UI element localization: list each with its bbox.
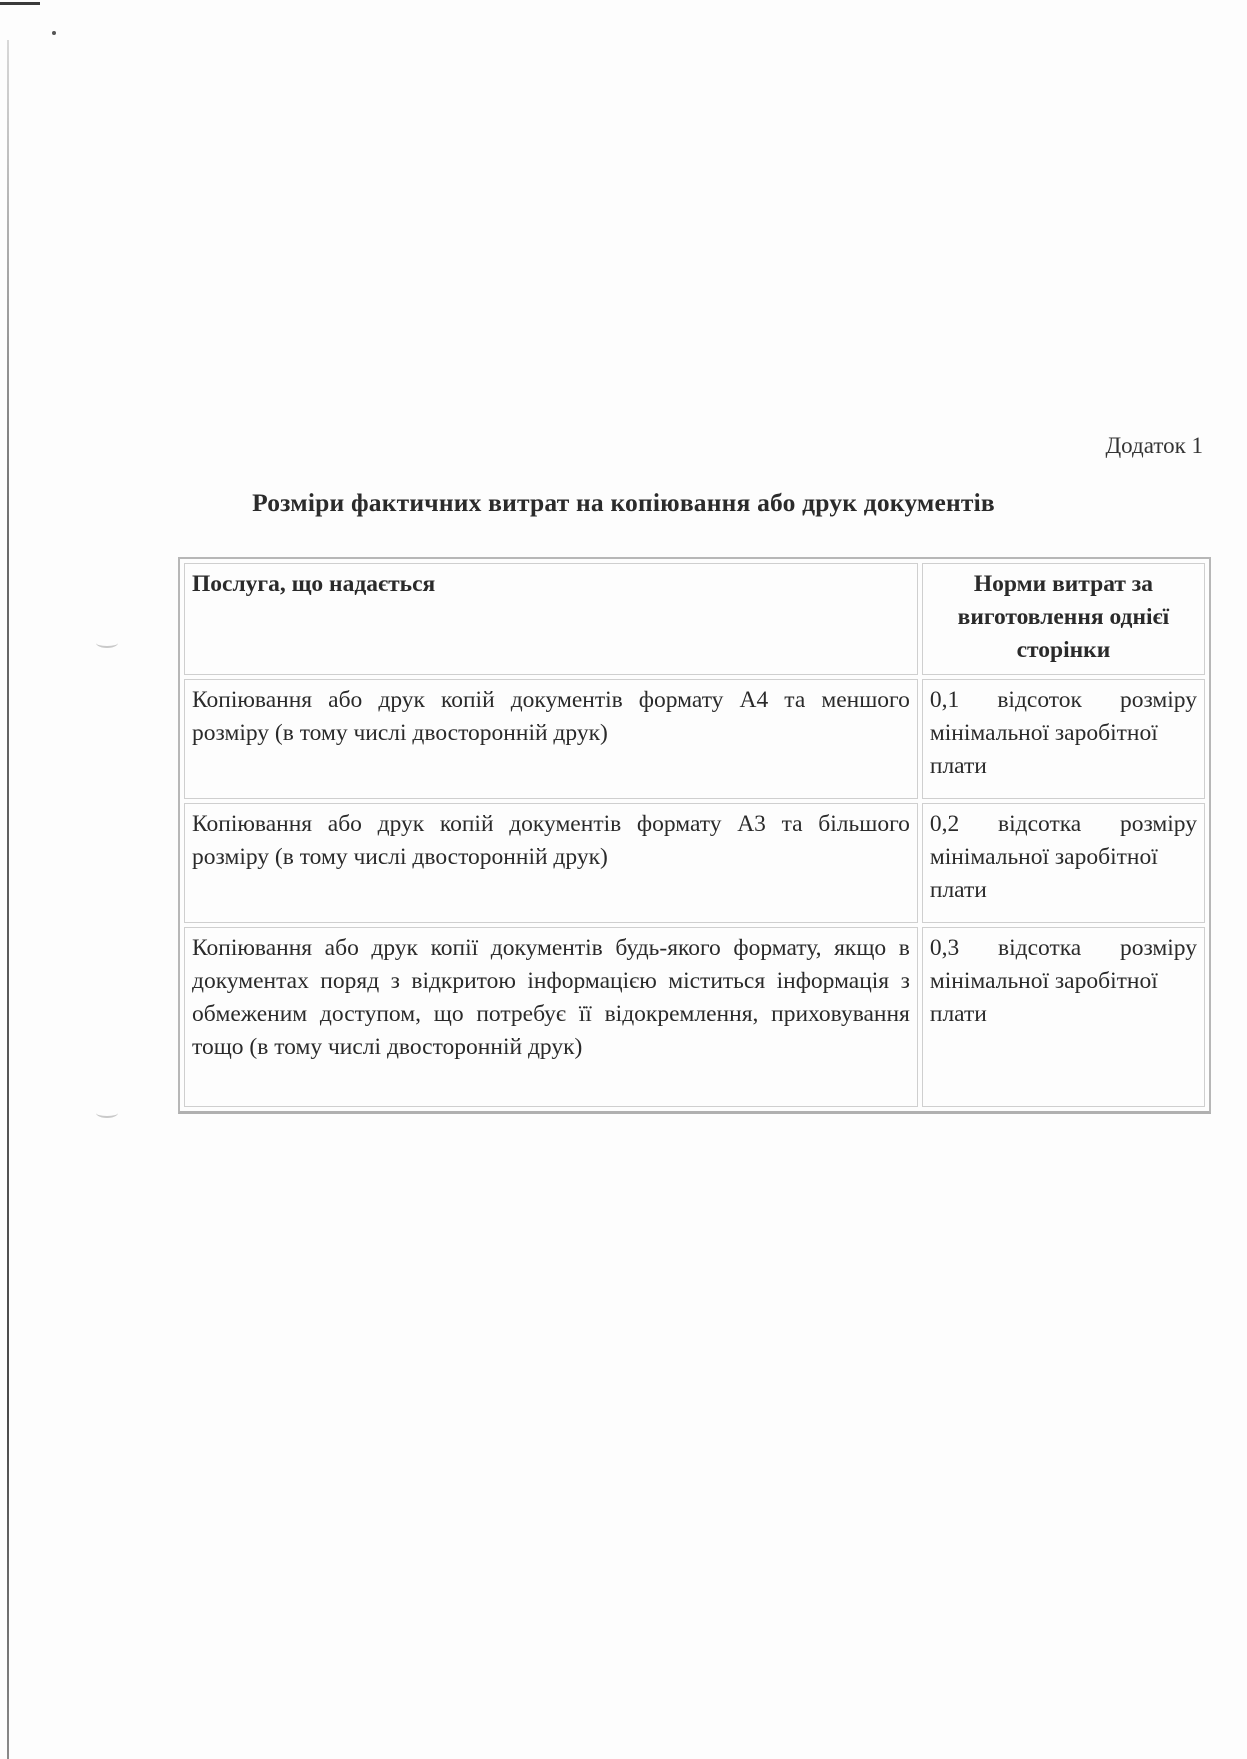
- service-cell: Копіювання або друк копій документів формату А4 та меншого розміру (в тому числі двосторонній друк): [184, 679, 918, 799]
- norm-value: 0,3 відсотка розміру: [929, 935, 1197, 961]
- table-row: [184, 927, 1205, 1107]
- service-cell: Копіювання або друк копії документів будь-якого формату, якщо в документах поряд з відкритою інформацією міститься інформація з обмеженим доступом, що потребує її відокремлення, приховування тощо (в тому числі двосторонній друк): [184, 927, 918, 1107]
- service-cell: Копіювання або друк копій документів формату А3 та більшого розміру (в тому числі двосторонній друк): [184, 803, 918, 923]
- norm-cell: [922, 927, 1205, 1107]
- punch-hole-mark: [96, 1108, 118, 1118]
- norm-unit: мінімальної заробітної плати: [929, 968, 1158, 1027]
- header-norm: Норми витрат за виготовлення однієї сторінки: [922, 563, 1205, 675]
- annex-label: Додаток 1: [1105, 433, 1203, 458]
- norm-value: 0,1 відсоток розміру: [929, 687, 1197, 713]
- table-row: [184, 803, 1205, 923]
- costs-table: [178, 557, 1211, 1114]
- document-title: Розміри фактичних витрат на копіювання або друк документів: [252, 488, 995, 517]
- table-row: [184, 679, 1205, 799]
- norm-cell: [922, 679, 1205, 799]
- norm-cell: [922, 803, 1205, 923]
- norm-unit: мінімальної заробітної плати: [929, 844, 1158, 903]
- scan-artifact-edge: [7, 40, 9, 1759]
- table-header-row: [184, 563, 1205, 675]
- header-service: Послуга, що надається: [184, 563, 918, 675]
- norm-value: 0,2 відсотка розміру: [929, 811, 1197, 837]
- scan-artifact-dot: [52, 31, 56, 35]
- scan-artifact-line: [0, 2, 40, 5]
- punch-hole-mark: [96, 638, 118, 648]
- norm-unit: мінімальної заробітної плати: [929, 720, 1158, 779]
